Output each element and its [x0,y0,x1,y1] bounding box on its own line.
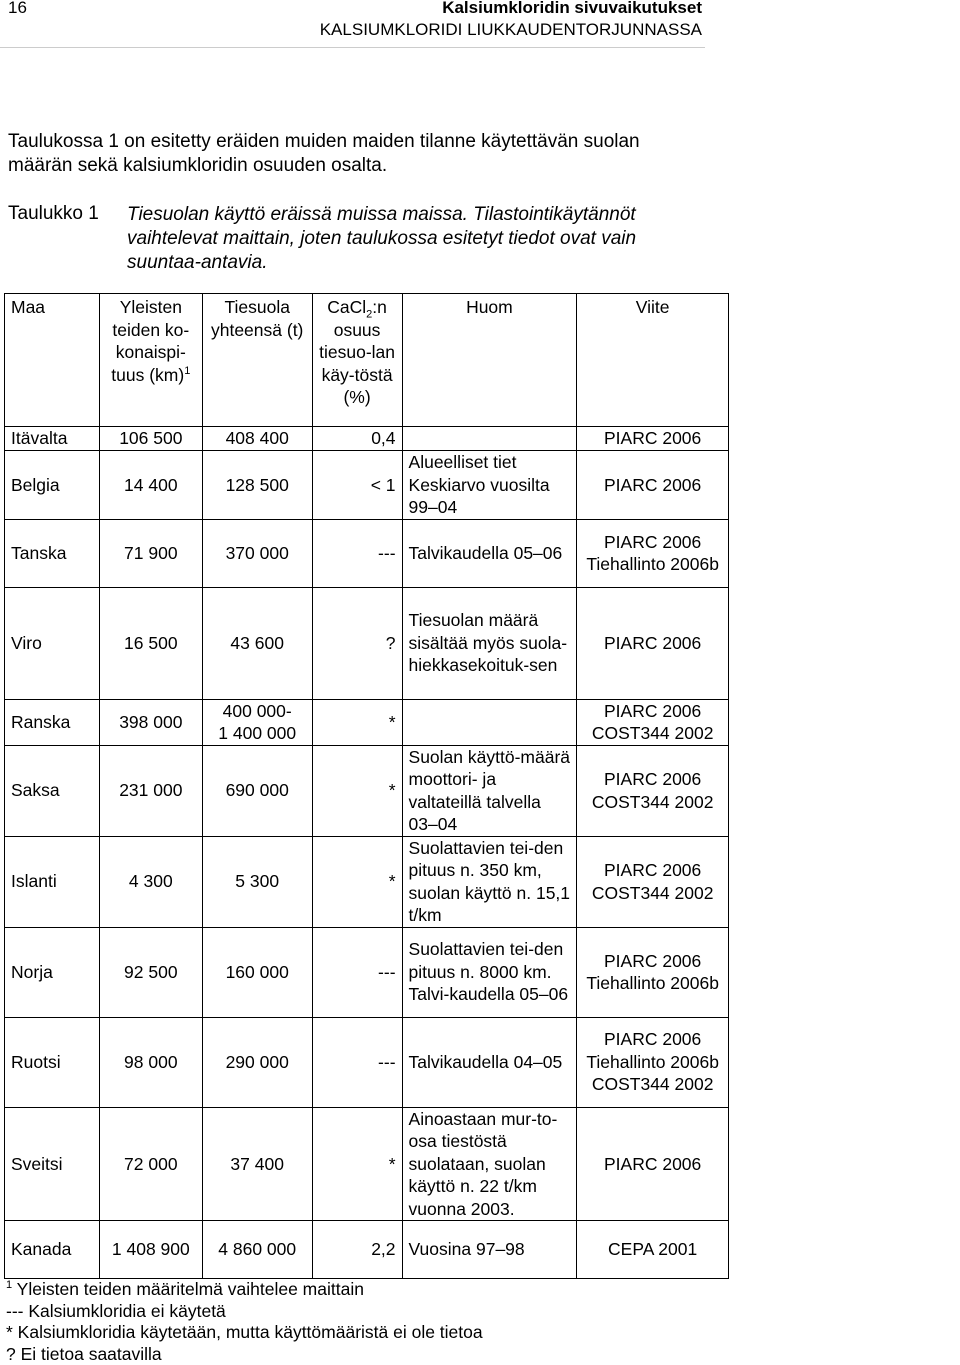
row-salt-total: 290 000 [202,1017,312,1107]
header-divider [0,47,705,48]
row-note: Suolan käyttö-määrä moottori- ja valtateillä talvella 03–04 [402,745,577,836]
table-row [5,587,729,699]
running-subtitle: KALSIUMKLORIDI LIUKKAUDENTORJUNNASSA [320,20,702,40]
row-cacl2-share: * [312,745,402,836]
table-row [5,836,729,927]
row-cacl2-share: * [312,836,402,927]
table-row [5,1107,729,1221]
row-country: Ranska [5,699,100,745]
row-note: Suolattavien tei-den pituus n. 350 km, suolan käyttö n. 15,1 t/km [402,836,577,927]
row-reference: PIARC 2006 COST344 2002 [577,699,729,745]
row-road-length: 1 408 900 [99,1221,202,1279]
row-reference: PIARC 2006 COST344 2002 [577,745,729,836]
row-salt-total: 4 860 000 [202,1221,312,1279]
row-reference: CEPA 2001 [577,1221,729,1279]
row-cacl2-share: --- [312,927,402,1017]
footnote-1 [6,1279,483,1301]
row-reference: PIARC 2006 COST344 2002 [577,836,729,927]
row-note: Alueelliset tiet Keskiarvo vuosilta 99–04 [402,451,577,520]
header-country: Maa [5,294,100,427]
header-note: Huom [402,294,577,427]
row-road-length: 4 300 [99,836,202,927]
header-cacl2-share [312,294,402,427]
row-country: Kanada [5,1221,100,1279]
table-caption-label: Taulukko 1 [8,203,99,225]
header-road-length-footnote: 1 [184,365,190,377]
table-row [5,427,729,451]
row-note: Tiesuolan määrä sisältää myös suola-hiekkasekoituk-sen [402,587,577,699]
row-reference: PIARC 2006 [577,427,729,451]
row-reference: PIARC 2006 Tiehallinto 2006b COST344 2002 [577,1017,729,1107]
header-salt-total: Tiesuola yhteensä (t) [202,294,312,427]
row-country: Islanti [5,836,100,927]
row-salt-total: 37 400 [202,1107,312,1221]
header-cacl2-sub: 2 [366,309,372,321]
row-reference: PIARC 2006 [577,451,729,520]
row-country: Viro [5,587,100,699]
table-caption-text: Tiesuolan käyttö eräissä muissa maissa. Tilastointikäytännöt vaihtelevat maittain, joten taulukossa esitetyt tiedot ovat vain suuntaa-antavia. [127,203,672,275]
row-salt-total: 400 000- 1 400 000 [202,699,312,745]
table-row [5,1221,729,1279]
table-row [5,927,729,1017]
row-country: Tanska [5,519,100,587]
row-salt-total: 690 000 [202,745,312,836]
row-note: Suolattavien tei-den pituus n. 8000 km. Talvi-kaudella 05–06 [402,927,577,1017]
row-country: Itävalta [5,427,100,451]
header-cacl2-suffix: :n osuus tiesuo-lan käy-töstä (%) [319,297,395,407]
table-row [5,451,729,520]
row-cacl2-share: < 1 [312,451,402,520]
row-reference: PIARC 2006 [577,587,729,699]
row-country: Ruotsi [5,1017,100,1107]
row-note [402,699,577,745]
footnote-3: * Kalsiumkloridia käytetään, mutta käyttömääristä ei ole tietoa [6,1322,483,1344]
header-road-length-text: Yleisten teiden ko-konaispi-tuus (km) [111,297,189,385]
row-road-length: 92 500 [99,927,202,1017]
row-road-length: 231 000 [99,745,202,836]
row-cacl2-share: 0,4 [312,427,402,451]
row-cacl2-share: * [312,1107,402,1221]
row-salt-total: 43 600 [202,587,312,699]
row-cacl2-share: * [312,699,402,745]
row-reference: PIARC 2006 Tiehallinto 2006b [577,927,729,1017]
page-number: 16 [8,0,27,18]
row-road-length: 398 000 [99,699,202,745]
row-road-length: 72 000 [99,1107,202,1221]
row-salt-total: 5 300 [202,836,312,927]
table-row [5,519,729,587]
row-country: Norja [5,927,100,1017]
row-road-length: 16 500 [99,587,202,699]
row-road-length: 71 900 [99,519,202,587]
intro-paragraph: Taulukossa 1 on esitetty eräiden muiden maiden tilanne käytettävän suolan määrän sekä kalsiumkloridin osuuden osalta. [8,130,708,178]
row-road-length: 106 500 [99,427,202,451]
table-header-row [5,294,729,427]
footnote-4: ? Ei tietoa saatavilla [6,1344,483,1365]
header-road-length [99,294,202,427]
table-row [5,1017,729,1107]
row-note: Talvikaudella 05–06 [402,519,577,587]
footnotes [6,1279,483,1365]
row-salt-total: 408 400 [202,427,312,451]
row-salt-total: 128 500 [202,451,312,520]
row-note: Talvikaudella 04–05 [402,1017,577,1107]
row-cacl2-share: --- [312,519,402,587]
row-cacl2-share: ? [312,587,402,699]
table-row [5,699,729,745]
row-country: Belgia [5,451,100,520]
row-reference: PIARC 2006 Tiehallinto 2006b [577,519,729,587]
row-note: Ainoastaan mur-to-osa tiestöstä suolataan, suolan käyttö n. 22 t/km vuonna 2003. [402,1107,577,1221]
row-salt-total: 160 000 [202,927,312,1017]
salt-usage-table [4,293,729,1279]
row-salt-total: 370 000 [202,519,312,587]
row-road-length: 98 000 [99,1017,202,1107]
row-cacl2-share: 2,2 [312,1221,402,1279]
running-title: Kalsiumkloridin sivuvaikutukset [442,0,702,18]
row-note [402,427,577,451]
row-road-length: 14 400 [99,451,202,520]
footnote-1-text: Yleisten teiden määritelmä vaihtelee maittain [17,1279,364,1299]
row-country: Sveitsi [5,1107,100,1221]
row-reference: PIARC 2006 [577,1107,729,1221]
row-country: Saksa [5,745,100,836]
header-cacl2-prefix: CaCl [327,297,366,317]
row-note: Vuosina 97–98 [402,1221,577,1279]
row-cacl2-share: --- [312,1017,402,1107]
header-reference: Viite [577,294,729,427]
footnote-1-marker: 1 [6,1279,12,1291]
table-row [5,745,729,836]
footnote-2: --- Kalsiumkloridia ei käytetä [6,1301,483,1323]
